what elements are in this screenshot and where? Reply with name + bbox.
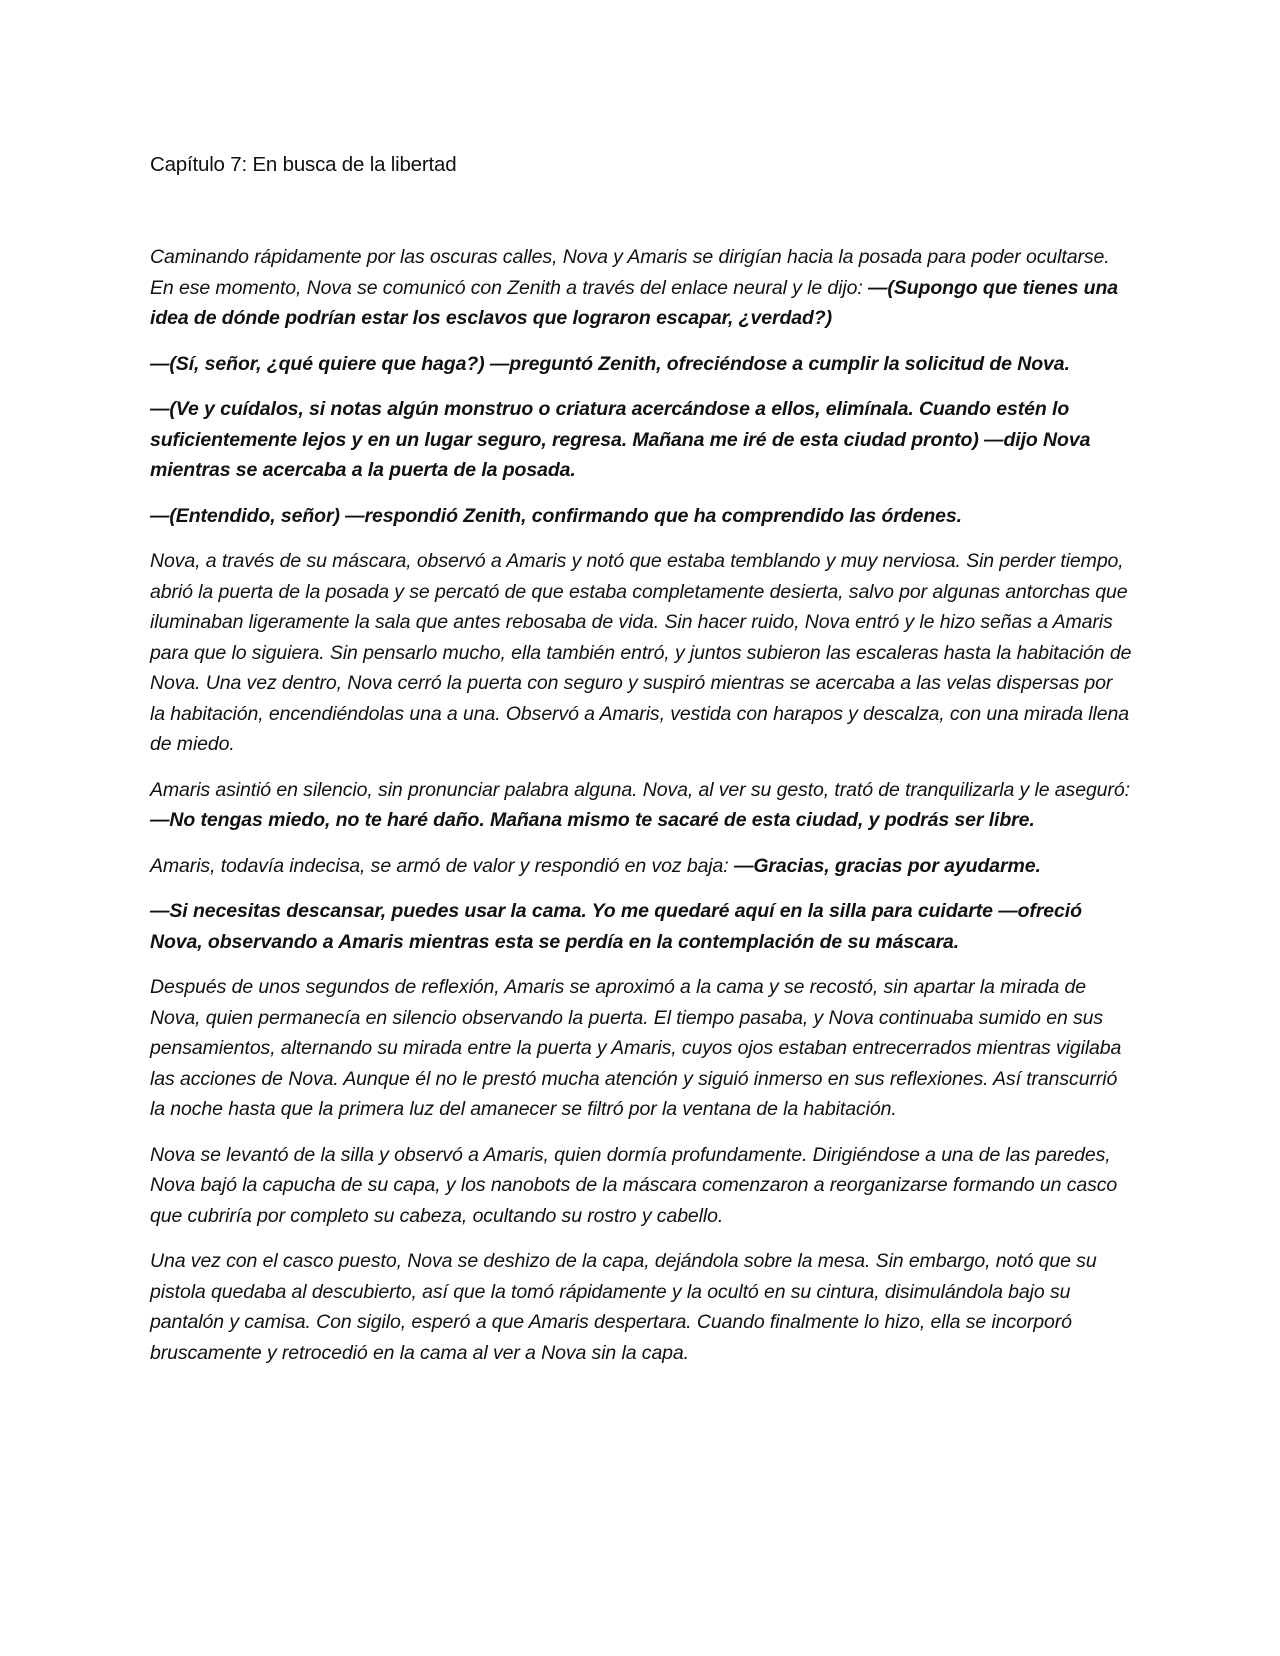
paragraph bbox=[150, 775, 1132, 836]
paragraph-dialogue: —(Sí, señor, ¿qué quiere que haga?) —preguntó Zenith, ofreciéndose a cumplir la solicitud de Nova. bbox=[150, 352, 1070, 375]
paragraph-text: Una vez con el casco puesto, Nova se deshizo de la capa, dejándola sobre la mesa. Sin embargo, notó que su pistola quedaba al descubierto, así que la tomó rápidamente y la ocultó en su cintura, disimulándola bajo su pantalón y camisa. Con sigilo, esperó a que Amaris despertara. Cuando finalmente lo hizo, ella se incorporó bruscamente y retrocedió en la cama al ver a Nova sin la capa. bbox=[150, 1250, 1097, 1364]
paragraph-text: Después de unos segundos de reflexión, Amaris se aproximó a la cama y se recostó, sin apartar la mirada de Nova, quien permanecía en silencio observando la puerta. El tiempo pasaba, y Nova continuaba sumido en sus pensamientos, alternando su mirada entre la puerta y Amaris, cuyos ojos estaban entrecerrados mientras vigilaba las acciones de Nova. Aunque él no le prestó mucha atención y siguió inmerso en sus reflexiones. Así transcurrió la noche hasta que la primera luz del amanecer se filtró por la ventana de la habitación. bbox=[150, 976, 1122, 1120]
paragraph-dialogue: —No tengas miedo, no te haré daño. Mañana mismo te sacaré de esta ciudad, y podrás ser libre. bbox=[150, 809, 1035, 831]
paragraph bbox=[150, 851, 1132, 882]
paragraph bbox=[150, 394, 1132, 486]
paragraph-dialogue: —(Entendido, señor) —respondió Zenith, confirmando que ha comprendido las órdenes. bbox=[150, 504, 962, 527]
paragraph-dialogue: —Si necesitas descansar, puedes usar la cama. Yo me quedaré aquí en la silla para cuidarte —ofreció Nova, observando a Amaris mientras esta se perdía en la contemplación de su máscara. bbox=[150, 900, 1082, 953]
paragraph-text: Caminando rápidamente por las oscuras calles, Nova y Amaris se dirigían hacia la posada para poder ocultarse. En ese momento, Nova se comunicó con Zenith a través del enlace neural y le dijo: bbox=[150, 246, 1110, 299]
paragraph-dialogue: —(Supongo que tienes una idea de dónde podrían estar los esclavos que lograron escapar, ¿verdad?) bbox=[150, 276, 1119, 329]
paragraph-text: Amaris, todavía indecisa, se armó de valor y respondió en voz baja: bbox=[150, 854, 734, 877]
paragraph bbox=[150, 1246, 1132, 1368]
paragraph bbox=[150, 896, 1132, 957]
paragraph-text: Nova se levantó de la silla y observó a Amaris, quien dormía profundamente. Dirigiéndose a una de las paredes, Nova bajó la capucha de su capa, y los nanobots de la máscara comenzaron a reorganizarse formando un casco que cubriría por completo su cabeza, ocultando su rostro y cabello. bbox=[150, 1143, 1118, 1227]
paragraph bbox=[150, 1140, 1132, 1232]
document-page bbox=[150, 150, 1132, 1383]
paragraph-text: Amaris asintió en silencio, sin pronunciar palabra alguna. Nova, al ver su gesto, trató de tranquilizarla y le aseguró: bbox=[150, 778, 1130, 801]
paragraph bbox=[150, 349, 1132, 380]
paragraph-text: Nova, a través de su máscara, observó a Amaris y notó que estaba temblando y muy nerviosa. Sin perder tiempo, abrió la puerta de la posada y se percató de que estaba completamente desierta, salvo por algunas antorchas que iluminaban ligeramente la sala que antes rebosaba de vida. Sin hacer ruido, Nova entró y le hizo señas a Amaris para que lo siguiera. Sin pensarlo mucho, ella también entró, y juntos subieron las escaleras hasta la habitación de Nova. Una vez dentro, Nova cerró la puerta con seguro y suspiró mientras se acercaba a las velas dispersas por la habitación, encendiéndolas una a una. Observó a Amaris, vestida con harapos y descalza, con una mirada llena de miedo. bbox=[150, 550, 1132, 755]
chapter-title: Capítulo 7: En busca de la libertad bbox=[150, 153, 457, 176]
paragraph bbox=[150, 242, 1132, 334]
paragraph bbox=[150, 972, 1132, 1125]
paragraph bbox=[150, 546, 1132, 760]
paragraph-dialogue: —(Ve y cuídalos, si notas algún monstruo o criatura acercándose a ellos, elimínala. Cuando estén lo suficientemente lejos y en un lugar seguro, regresa. Mañana me iré de esta ciudad pronto) —dijo Nova mientras se acercaba a la puerta de la posada. bbox=[150, 398, 1091, 481]
paragraph-dialogue: —Gracias, gracias por ayudarme. bbox=[733, 854, 1041, 877]
paragraph bbox=[150, 501, 1132, 532]
